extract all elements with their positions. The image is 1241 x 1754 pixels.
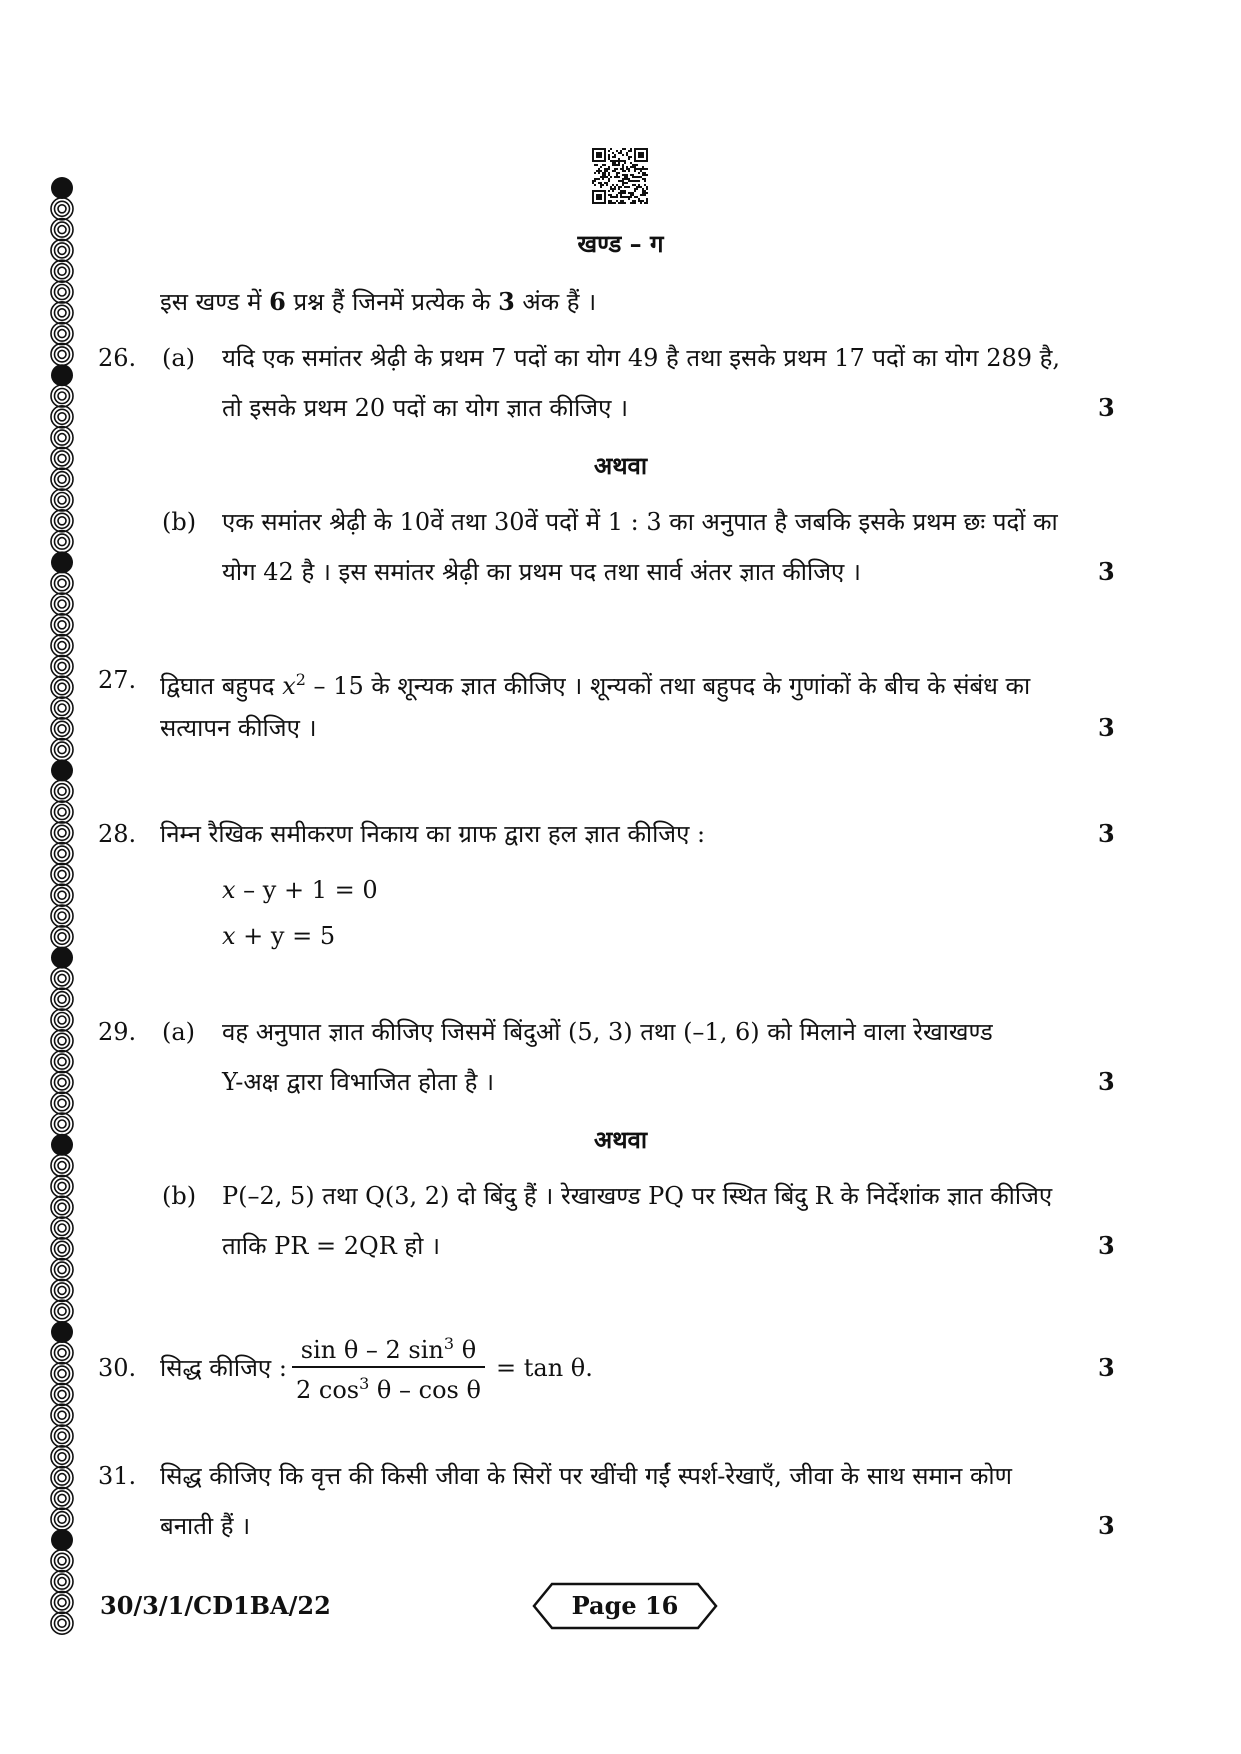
ring-mark-icon	[51, 302, 73, 324]
ring-mark-icon	[51, 1155, 73, 1177]
ring-mark-icon	[51, 843, 73, 865]
q29-a-line1: वह अनुपात ज्ञात कीजिए जिसमें बिंदुओं (5, 3) तथा (–1, 6) को मिलाने वाला रेखाखण्ड	[222, 1018, 993, 1046]
ring-mark-icon	[51, 967, 73, 989]
q26-a-line1: यदि एक समांतर श्रेढ़ी के प्रथम 7 पदों का योग 49 है तथा इसके प्रथम 17 पदों का योग 289 है,	[222, 344, 1061, 372]
ring-mark-icon	[51, 884, 73, 906]
q29-b-marks: 3	[1098, 1231, 1115, 1260]
q26-a-line2: तो इसके प्रथम 20 पदों का योग ज्ञात कीजिए ।	[222, 394, 629, 422]
frac-exponent: 3	[359, 1374, 370, 1393]
ring-mark-icon	[51, 1030, 73, 1052]
q30-denominator	[292, 1368, 485, 1406]
q30-fraction	[292, 1328, 485, 1406]
q27-text: – 15 के शून्यक ज्ञात कीजिए । शून्यकों तथा बहुपद के गुणांकों के बीच के संबंध का	[305, 672, 1031, 700]
page-number-badge	[530, 1580, 720, 1632]
ring-mark-icon	[51, 1217, 73, 1239]
instruction-count: 6	[269, 287, 286, 316]
ring-mark-icon	[51, 655, 73, 677]
q26-a-marks: 3	[1098, 393, 1115, 422]
q28-marks: 3	[1098, 819, 1115, 848]
q31-line1: सिद्ध कीजिए कि वृत्त की किसी जीवा के सिरों पर खींची गईं स्पर्श-रेखाएँ, जीवा के साथ समान कोण	[160, 1462, 1012, 1490]
frac-exponent: 3	[443, 1334, 455, 1353]
ring-mark-icon	[51, 1175, 73, 1197]
instruction-text: प्रश्न हैं जिनमें प्रत्येक के	[285, 288, 499, 316]
ring-mark-icon	[51, 780, 73, 802]
q28-equation-1	[222, 874, 378, 906]
q26-a-label: (a)	[162, 344, 196, 372]
ring-mark-icon	[51, 281, 73, 303]
instruction-text: अंक हैं ।	[514, 288, 597, 316]
ring-mark-icon	[51, 1342, 73, 1364]
q30-prefix: सिद्ध कीजिए :	[160, 1354, 287, 1382]
q27-number: 27.	[98, 666, 137, 694]
ring-mark-icon	[51, 510, 73, 532]
eq-variable: x	[222, 922, 236, 950]
q31-number: 31.	[98, 1462, 137, 1490]
q29-number: 29.	[98, 1018, 137, 1046]
ring-mark-icon	[51, 177, 73, 199]
ring-mark-icon	[51, 531, 73, 553]
ring-mark-icon	[51, 551, 73, 573]
ring-mark-icon	[51, 1446, 73, 1468]
ring-mark-icon	[51, 801, 73, 823]
ring-mark-icon	[51, 1467, 73, 1489]
ring-mark-icon	[51, 718, 73, 740]
q29-b-line2: ताकि PR = 2QR हो ।	[222, 1232, 441, 1260]
ring-mark-icon	[51, 364, 73, 386]
frac-text: 2 cos	[296, 1376, 360, 1404]
frac-text: θ – cos θ	[369, 1376, 481, 1404]
q28-number: 28.	[98, 820, 137, 848]
ring-mark-icon	[51, 1404, 73, 1426]
ring-mark-icon	[51, 1383, 73, 1405]
q30-numerator	[292, 1328, 485, 1368]
ring-mark-icon	[51, 905, 73, 927]
qr-code-icon	[592, 148, 648, 204]
ring-mark-icon	[51, 739, 73, 761]
ring-mark-icon	[51, 863, 73, 885]
q28-line1: निम्न रैखिक समीकरण निकाय का ग्राफ द्वारा हल ज्ञात कीजिए :	[160, 820, 706, 848]
q26-b-line2: योग 42 है । इस समांतर श्रेढ़ी का प्रथम पद तथा सार्व अंतर ज्ञात कीजिए ।	[222, 558, 862, 586]
q27-exponent: 2	[295, 670, 306, 689]
ring-mark-icon	[51, 1238, 73, 1260]
q27-variable: x	[282, 672, 296, 700]
ring-mark-icon	[51, 1550, 73, 1572]
paper-code: 30/3/1/CD1BA/22	[100, 1591, 331, 1620]
frac-text: θ	[454, 1336, 477, 1364]
q27-line1	[160, 664, 1030, 702]
instruction-text: इस खण्ड में	[160, 288, 270, 316]
ring-mark-icon	[51, 1363, 73, 1385]
q29-a-marks: 3	[1098, 1067, 1115, 1096]
q27-text: द्विघात बहुपद	[160, 672, 283, 700]
eq-text: – y + 1 = 0	[235, 876, 378, 904]
q31-marks: 3	[1098, 1511, 1115, 1540]
ring-mark-icon	[51, 1571, 73, 1593]
ring-mark-icon	[51, 1092, 73, 1114]
eq-variable: x	[222, 876, 236, 904]
ring-mark-icon	[51, 1321, 73, 1343]
ring-mark-icon	[51, 926, 73, 948]
ring-mark-icon	[51, 1279, 73, 1301]
ring-mark-icon	[51, 343, 73, 365]
frac-text: sin θ – 2 sin	[300, 1336, 444, 1364]
instruction-marks: 3	[498, 287, 515, 316]
ring-mark-icon	[51, 697, 73, 719]
ring-mark-icon	[51, 1300, 73, 1322]
q26-b-marks: 3	[1098, 557, 1115, 586]
ring-mark-icon	[51, 1196, 73, 1218]
ring-mark-icon	[51, 947, 73, 969]
section-title: खण्ड – ग	[577, 229, 664, 258]
ring-mark-icon	[51, 1612, 73, 1634]
ring-mark-icon	[51, 1071, 73, 1093]
q27-line2: सत्यापन कीजिए ।	[160, 714, 317, 742]
ring-mark-icon	[51, 676, 73, 698]
q30-marks: 3	[1098, 1353, 1115, 1382]
decorative-ring-strip	[44, 176, 80, 1636]
q29-a-line2: Y-अक्ष द्वारा विभाजित होता है ।	[222, 1068, 495, 1096]
q29-b-line1: P(–2, 5) तथा Q(3, 2) दो बिंदु हैं । रेखाखण्ड PQ पर स्थित बिंदु R के निर्देशांक ज्ञात कीजिए	[222, 1182, 1053, 1210]
q28-equation-2	[222, 920, 335, 952]
q26-or: अथवा	[593, 451, 648, 480]
ring-mark-icon	[51, 260, 73, 282]
ring-mark-icon	[51, 406, 73, 428]
q27-marks: 3	[1098, 713, 1115, 742]
ring-mark-icon	[51, 1487, 73, 1509]
ring-mark-icon	[51, 759, 73, 781]
ring-mark-icon	[51, 1508, 73, 1530]
ring-mark-icon	[51, 614, 73, 636]
ring-mark-icon	[51, 489, 73, 511]
ring-mark-icon	[51, 822, 73, 844]
ring-mark-icon	[51, 988, 73, 1010]
ring-mark-icon	[51, 198, 73, 220]
ring-mark-icon	[51, 1051, 73, 1073]
q29-or: अथवा	[593, 1125, 648, 1154]
ring-mark-icon	[51, 323, 73, 345]
q30-rhs: = tan θ.	[496, 1354, 593, 1382]
ring-mark-icon	[51, 1591, 73, 1613]
ring-mark-icon	[51, 427, 73, 449]
page-number: Page 16	[571, 1591, 679, 1620]
ring-mark-icon	[51, 385, 73, 407]
ring-mark-icon	[51, 1425, 73, 1447]
q29-a-label: (a)	[162, 1018, 196, 1046]
q26-number: 26.	[98, 344, 137, 372]
ring-mark-icon	[51, 1529, 73, 1551]
q29-b-label: (b)	[162, 1182, 197, 1210]
q26-b-label: (b)	[162, 508, 197, 536]
ring-mark-icon	[51, 572, 73, 594]
q31-line2: बनाती हैं ।	[160, 1512, 251, 1540]
q26-b-line1: एक समांतर श्रेढ़ी के 10वें तथा 30वें पदों में 1 : 3 का अनुपात है जबकि इसके प्रथम छः पदों का	[222, 508, 1058, 536]
ring-mark-icon	[51, 635, 73, 657]
ring-mark-icon	[51, 1259, 73, 1281]
q30-number: 30.	[98, 1354, 137, 1382]
section-instruction	[160, 286, 596, 318]
eq-text: + y = 5	[235, 922, 336, 950]
ring-mark-icon	[51, 1009, 73, 1031]
ring-mark-icon	[51, 593, 73, 615]
